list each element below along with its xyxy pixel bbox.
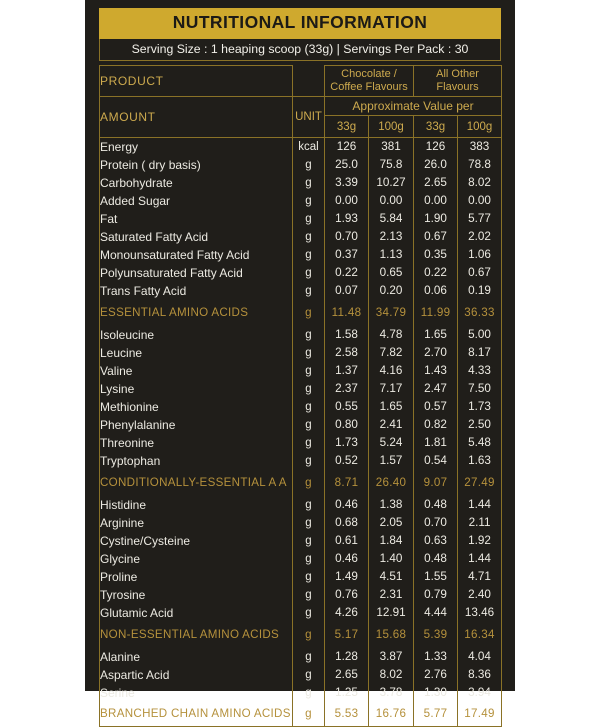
row-value: 26.40	[369, 470, 414, 496]
row-value: 7.17	[369, 380, 414, 398]
row-value: 11.48	[325, 300, 369, 326]
serving-size-line: Serving Size : 1 heaping scoop (33g) | Servings Per Pack : 30	[99, 39, 501, 61]
row-value: 0.67	[458, 264, 502, 282]
table-row	[100, 452, 502, 470]
header-row-flavours	[100, 65, 502, 96]
row-unit: g	[293, 622, 325, 648]
table-row	[100, 604, 502, 622]
table-row	[100, 496, 502, 514]
column-header-unit: UNIT	[293, 96, 325, 137]
row-value: 0.22	[414, 264, 458, 282]
row-value: 36.33	[458, 300, 502, 326]
row-value: 0.52	[325, 452, 369, 470]
row-value: 34.79	[369, 300, 414, 326]
row-unit: g	[293, 380, 325, 398]
row-label: Trans Fatty Acid	[100, 282, 293, 300]
row-value: 9.07	[414, 470, 458, 496]
row-value: 0.76	[325, 586, 369, 604]
row-value: 4.33	[458, 362, 502, 380]
table-row	[100, 156, 502, 174]
row-value: 4.04	[458, 648, 502, 666]
row-value: 1.90	[414, 210, 458, 228]
row-label: Proline	[100, 568, 293, 586]
row-label: NON-ESSENTIAL AMINO ACIDS	[100, 622, 293, 648]
row-unit: g	[293, 282, 325, 300]
row-value: 0.67	[414, 228, 458, 246]
row-unit: g	[293, 156, 325, 174]
column-header-weight-33g-choc: 33g	[325, 116, 369, 138]
row-value: 16.34	[458, 622, 502, 648]
row-value: 1.73	[458, 398, 502, 416]
row-value: 0.61	[325, 532, 369, 550]
row-unit: g	[293, 550, 325, 568]
row-unit: g	[293, 532, 325, 550]
column-header-approximate-value: Approximate Value per	[325, 96, 502, 115]
row-label: BRANCHED CHAIN AMINO ACIDS	[100, 702, 293, 727]
column-header-product: PRODUCT	[100, 65, 293, 96]
row-value: 2.11	[458, 514, 502, 532]
row-value: 3.39	[325, 174, 369, 192]
row-unit: g	[293, 416, 325, 434]
row-label: Threonine	[100, 434, 293, 452]
row-unit: g	[293, 434, 325, 452]
row-value: 8.17	[458, 344, 502, 362]
row-value: 1.44	[458, 496, 502, 514]
table-row	[100, 362, 502, 380]
row-value: 1.44	[458, 550, 502, 568]
column-header-weight-100g-choc: 100g	[369, 116, 414, 138]
column-header-weight-33g-other: 33g	[414, 116, 458, 138]
row-value: 2.40	[458, 586, 502, 604]
row-value: 0.65	[369, 264, 414, 282]
row-unit: g	[293, 174, 325, 192]
row-label: CONDITIONALLY-ESSENTIAL A A	[100, 470, 293, 496]
row-label: Monounsaturated Fatty Acid	[100, 246, 293, 264]
row-value: 4.71	[458, 568, 502, 586]
row-label: Added Sugar	[100, 192, 293, 210]
row-value: 126	[325, 137, 369, 156]
row-value: 0.82	[414, 416, 458, 434]
row-value: 2.13	[369, 228, 414, 246]
page-title: NUTRITIONAL INFORMATION	[99, 8, 501, 39]
row-unit: g	[293, 586, 325, 604]
row-label: Glutamic Acid	[100, 604, 293, 622]
table-row	[100, 470, 502, 496]
row-label: Glycine	[100, 550, 293, 568]
row-unit: g	[293, 702, 325, 727]
row-label: Polyunsaturated Fatty Acid	[100, 264, 293, 282]
row-label: Serine	[100, 684, 293, 702]
row-value: 5.17	[325, 622, 369, 648]
table-row	[100, 702, 502, 727]
table-row	[100, 648, 502, 666]
row-value: 5.48	[458, 434, 502, 452]
nutrition-table-head	[100, 65, 502, 137]
row-unit: g	[293, 496, 325, 514]
row-label: Energy	[100, 137, 293, 156]
row-value: 1.65	[414, 326, 458, 344]
row-value: 8.02	[369, 666, 414, 684]
row-value: 4.78	[369, 326, 414, 344]
row-value: 1.57	[369, 452, 414, 470]
row-value: 1.93	[325, 210, 369, 228]
row-unit: g	[293, 648, 325, 666]
row-value: 27.49	[458, 470, 502, 496]
table-row	[100, 192, 502, 210]
row-unit: g	[293, 192, 325, 210]
row-value: 2.76	[414, 666, 458, 684]
row-value: 7.82	[369, 344, 414, 362]
row-value: 13.46	[458, 604, 502, 622]
row-value: 7.50	[458, 380, 502, 398]
table-row	[100, 228, 502, 246]
row-value: 0.46	[325, 496, 369, 514]
row-value: 0.19	[458, 282, 502, 300]
row-value: 16.76	[369, 702, 414, 727]
table-row	[100, 210, 502, 228]
row-label: Lysine	[100, 380, 293, 398]
row-value: 8.36	[458, 666, 502, 684]
row-value: 1.33	[414, 648, 458, 666]
column-header-weight-100g-other: 100g	[458, 116, 502, 138]
row-unit: g	[293, 452, 325, 470]
group-label-line1: Chocolate /	[341, 68, 397, 81]
row-label: Carbohydrate	[100, 174, 293, 192]
table-row	[100, 622, 502, 648]
table-row	[100, 344, 502, 362]
row-value: 1.25	[325, 684, 369, 702]
row-value: 8.02	[458, 174, 502, 192]
table-row	[100, 174, 502, 192]
row-value: 11.99	[414, 300, 458, 326]
row-value: 5.24	[369, 434, 414, 452]
row-value: 0.00	[369, 192, 414, 210]
row-value: 2.65	[414, 174, 458, 192]
row-label: Phenylalanine	[100, 416, 293, 434]
row-value: 0.70	[325, 228, 369, 246]
row-unit: kcal	[293, 137, 325, 156]
row-value: 0.55	[325, 398, 369, 416]
row-value: 2.05	[369, 514, 414, 532]
row-label: Alanine	[100, 648, 293, 666]
group-label-line1: All Other	[436, 68, 479, 81]
table-row	[100, 300, 502, 326]
row-value: 1.58	[325, 326, 369, 344]
row-value: 2.41	[369, 416, 414, 434]
table-row	[100, 586, 502, 604]
table-row	[100, 550, 502, 568]
row-label: Aspartic Acid	[100, 666, 293, 684]
row-value: 1.28	[325, 648, 369, 666]
row-value: 25.0	[325, 156, 369, 174]
row-value: 1.38	[369, 496, 414, 514]
table-row	[100, 380, 502, 398]
row-value: 0.48	[414, 550, 458, 568]
row-value: 0.00	[414, 192, 458, 210]
column-header-amount: AMOUNT	[100, 96, 293, 137]
row-unit: g	[293, 264, 325, 282]
row-value: 8.71	[325, 470, 369, 496]
table-row	[100, 416, 502, 434]
row-value: 0.00	[458, 192, 502, 210]
row-unit: g	[293, 568, 325, 586]
nutrition-panel-inner	[99, 8, 501, 727]
nutrition-table	[99, 65, 502, 727]
row-value: 0.07	[325, 282, 369, 300]
row-value: 2.02	[458, 228, 502, 246]
row-value: 2.37	[325, 380, 369, 398]
row-value: 0.79	[414, 586, 458, 604]
row-value: 12.91	[369, 604, 414, 622]
row-value: 5.00	[458, 326, 502, 344]
row-value: 2.65	[325, 666, 369, 684]
row-label: ESSENTIAL AMINO ACIDS	[100, 300, 293, 326]
table-row	[100, 398, 502, 416]
row-unit: g	[293, 514, 325, 532]
row-value: 3.78	[369, 684, 414, 702]
row-value: 3.87	[369, 648, 414, 666]
row-value: 1.84	[369, 532, 414, 550]
row-value: 0.48	[414, 496, 458, 514]
row-label: Leucine	[100, 344, 293, 362]
row-unit: g	[293, 228, 325, 246]
header-row-approx	[100, 96, 502, 115]
row-value: 0.00	[325, 192, 369, 210]
row-unit: g	[293, 326, 325, 344]
row-value: 1.37	[325, 362, 369, 380]
row-value: 4.44	[414, 604, 458, 622]
row-value: 1.43	[414, 362, 458, 380]
column-group-all-other	[414, 65, 502, 96]
row-value: 2.47	[414, 380, 458, 398]
row-unit: g	[293, 300, 325, 326]
row-label: Saturated Fatty Acid	[100, 228, 293, 246]
row-value: 26.0	[414, 156, 458, 174]
column-group-chocolate-coffee	[325, 65, 414, 96]
table-row	[100, 684, 502, 702]
row-unit: g	[293, 470, 325, 496]
header-spacer-unit	[293, 65, 325, 96]
nutrition-table-body	[100, 137, 502, 726]
row-label: Methionine	[100, 398, 293, 416]
table-row	[100, 282, 502, 300]
table-row	[100, 326, 502, 344]
row-value: 2.58	[325, 344, 369, 362]
row-value: 0.80	[325, 416, 369, 434]
row-value: 383	[458, 137, 502, 156]
row-value: 1.40	[369, 550, 414, 568]
row-label: Protein ( dry basis)	[100, 156, 293, 174]
table-row	[100, 568, 502, 586]
row-value: 2.31	[369, 586, 414, 604]
row-value: 3.94	[458, 684, 502, 702]
row-value: 78.8	[458, 156, 502, 174]
row-value: 4.51	[369, 568, 414, 586]
row-value: 1.65	[369, 398, 414, 416]
row-value: 1.13	[369, 246, 414, 264]
row-label: Isoleucine	[100, 326, 293, 344]
row-value: 1.63	[458, 452, 502, 470]
row-value: 4.26	[325, 604, 369, 622]
row-value: 75.8	[369, 156, 414, 174]
row-value: 1.55	[414, 568, 458, 586]
group-label-line2: Coffee Flavours	[330, 80, 408, 93]
row-value: 1.06	[458, 246, 502, 264]
row-unit: g	[293, 666, 325, 684]
row-value: 0.68	[325, 514, 369, 532]
row-value: 0.63	[414, 532, 458, 550]
row-value: 381	[369, 137, 414, 156]
table-row	[100, 532, 502, 550]
row-value: 10.27	[369, 174, 414, 192]
row-value: 17.49	[458, 702, 502, 727]
row-value: 5.77	[414, 702, 458, 727]
row-unit: g	[293, 246, 325, 264]
table-row	[100, 514, 502, 532]
table-row	[100, 246, 502, 264]
row-value: 4.16	[369, 362, 414, 380]
row-value: 1.30	[414, 684, 458, 702]
row-unit: g	[293, 684, 325, 702]
row-label: Arginine	[100, 514, 293, 532]
row-value: 1.92	[458, 532, 502, 550]
row-value: 1.81	[414, 434, 458, 452]
row-value: 5.77	[458, 210, 502, 228]
table-row	[100, 264, 502, 282]
table-row	[100, 137, 502, 156]
table-row	[100, 434, 502, 452]
row-value: 0.70	[414, 514, 458, 532]
row-value: 5.39	[414, 622, 458, 648]
row-value: 0.54	[414, 452, 458, 470]
row-value: 5.53	[325, 702, 369, 727]
table-row	[100, 666, 502, 684]
row-unit: g	[293, 344, 325, 362]
row-value: 1.73	[325, 434, 369, 452]
row-value: 2.50	[458, 416, 502, 434]
row-label: Cystine/Cysteine	[100, 532, 293, 550]
group-label-line2: Flavours	[436, 80, 479, 93]
row-label: Fat	[100, 210, 293, 228]
row-unit: g	[293, 210, 325, 228]
row-value: 2.70	[414, 344, 458, 362]
row-label: Tyrosine	[100, 586, 293, 604]
row-value: 5.84	[369, 210, 414, 228]
row-label: Valine	[100, 362, 293, 380]
row-label: Histidine	[100, 496, 293, 514]
row-unit: g	[293, 398, 325, 416]
row-value: 1.49	[325, 568, 369, 586]
row-value: 0.37	[325, 246, 369, 264]
row-value: 0.06	[414, 282, 458, 300]
row-unit: g	[293, 362, 325, 380]
row-unit: g	[293, 604, 325, 622]
row-value: 0.20	[369, 282, 414, 300]
row-value: 0.35	[414, 246, 458, 264]
row-value: 15.68	[369, 622, 414, 648]
row-value: 0.57	[414, 398, 458, 416]
nutrition-panel	[85, 0, 515, 721]
row-value: 0.46	[325, 550, 369, 568]
row-value: 0.22	[325, 264, 369, 282]
row-value: 126	[414, 137, 458, 156]
row-label: Tryptophan	[100, 452, 293, 470]
